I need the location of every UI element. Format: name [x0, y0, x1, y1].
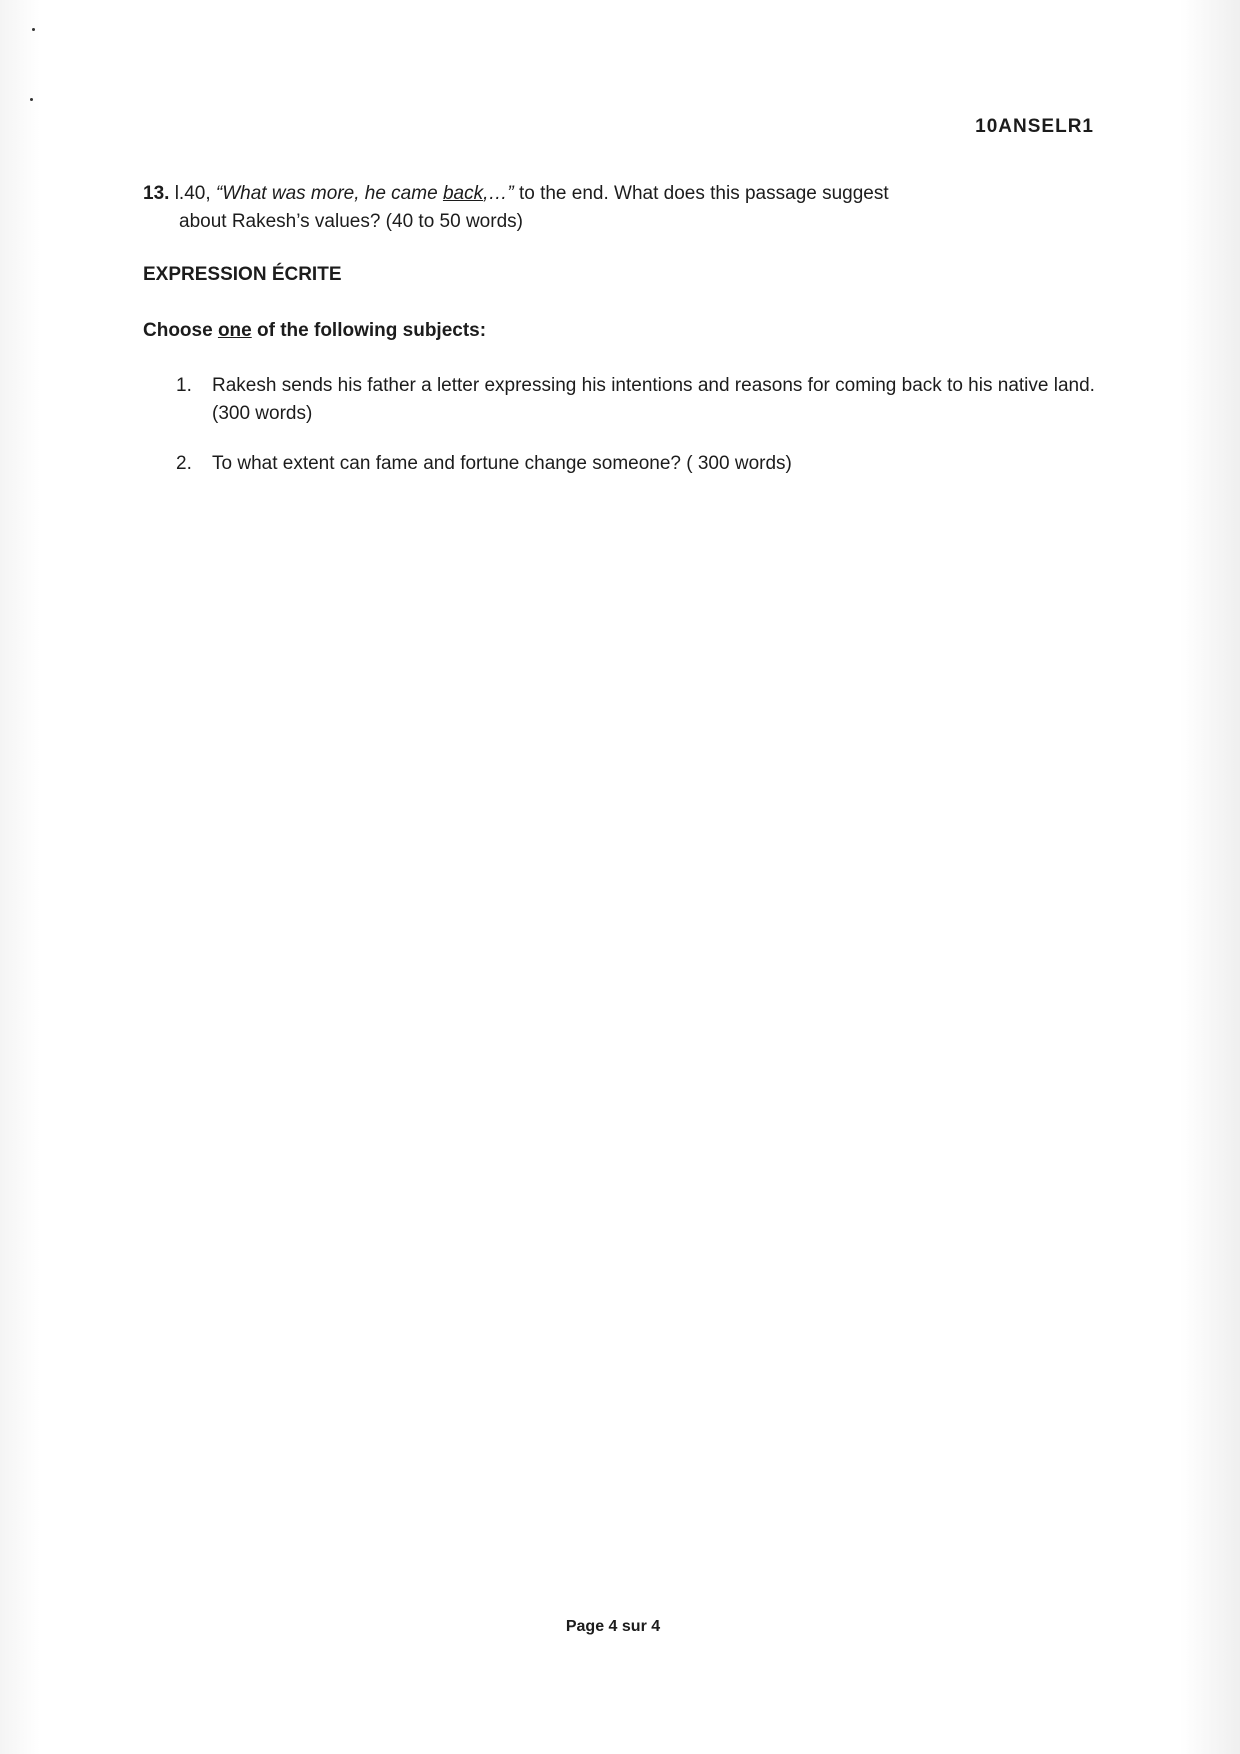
- subject-number: 1.: [176, 375, 192, 396]
- list-item: [176, 450, 1096, 478]
- subject-number: 2.: [176, 453, 192, 474]
- question-number: 13.: [143, 183, 170, 204]
- subject-text: Rakesh sends his father a letter expressing his intentions and reasons for coming back to his native land. (300 words): [212, 375, 1095, 424]
- subject-list: [176, 372, 1096, 500]
- quote: “What was more, he came back,…”: [215, 183, 514, 204]
- section-title: EXPRESSION ÉCRITE: [143, 264, 342, 285]
- scan-mark: [32, 28, 35, 31]
- subject-text: To what extent can fame and fortune change someone? ( 300 words): [212, 453, 792, 474]
- quote-underlined: back: [442, 183, 484, 204]
- instruction: Choose one of the following subjects:: [143, 320, 487, 341]
- line-reference: l.40,: [169, 183, 216, 204]
- scan-mark: [30, 98, 33, 101]
- list-item: [176, 372, 1096, 428]
- question-13: [143, 180, 1093, 236]
- question-text-line1: to the end. What does this passage suggest: [513, 183, 889, 204]
- instruction-underlined: one: [217, 320, 252, 341]
- document-code: 10ANSELR1: [975, 116, 1094, 137]
- page-footer: Page 4 sur 4: [565, 1618, 661, 1635]
- question-text-line2: about Rakesh’s values? (40 to 50 words): [179, 211, 523, 232]
